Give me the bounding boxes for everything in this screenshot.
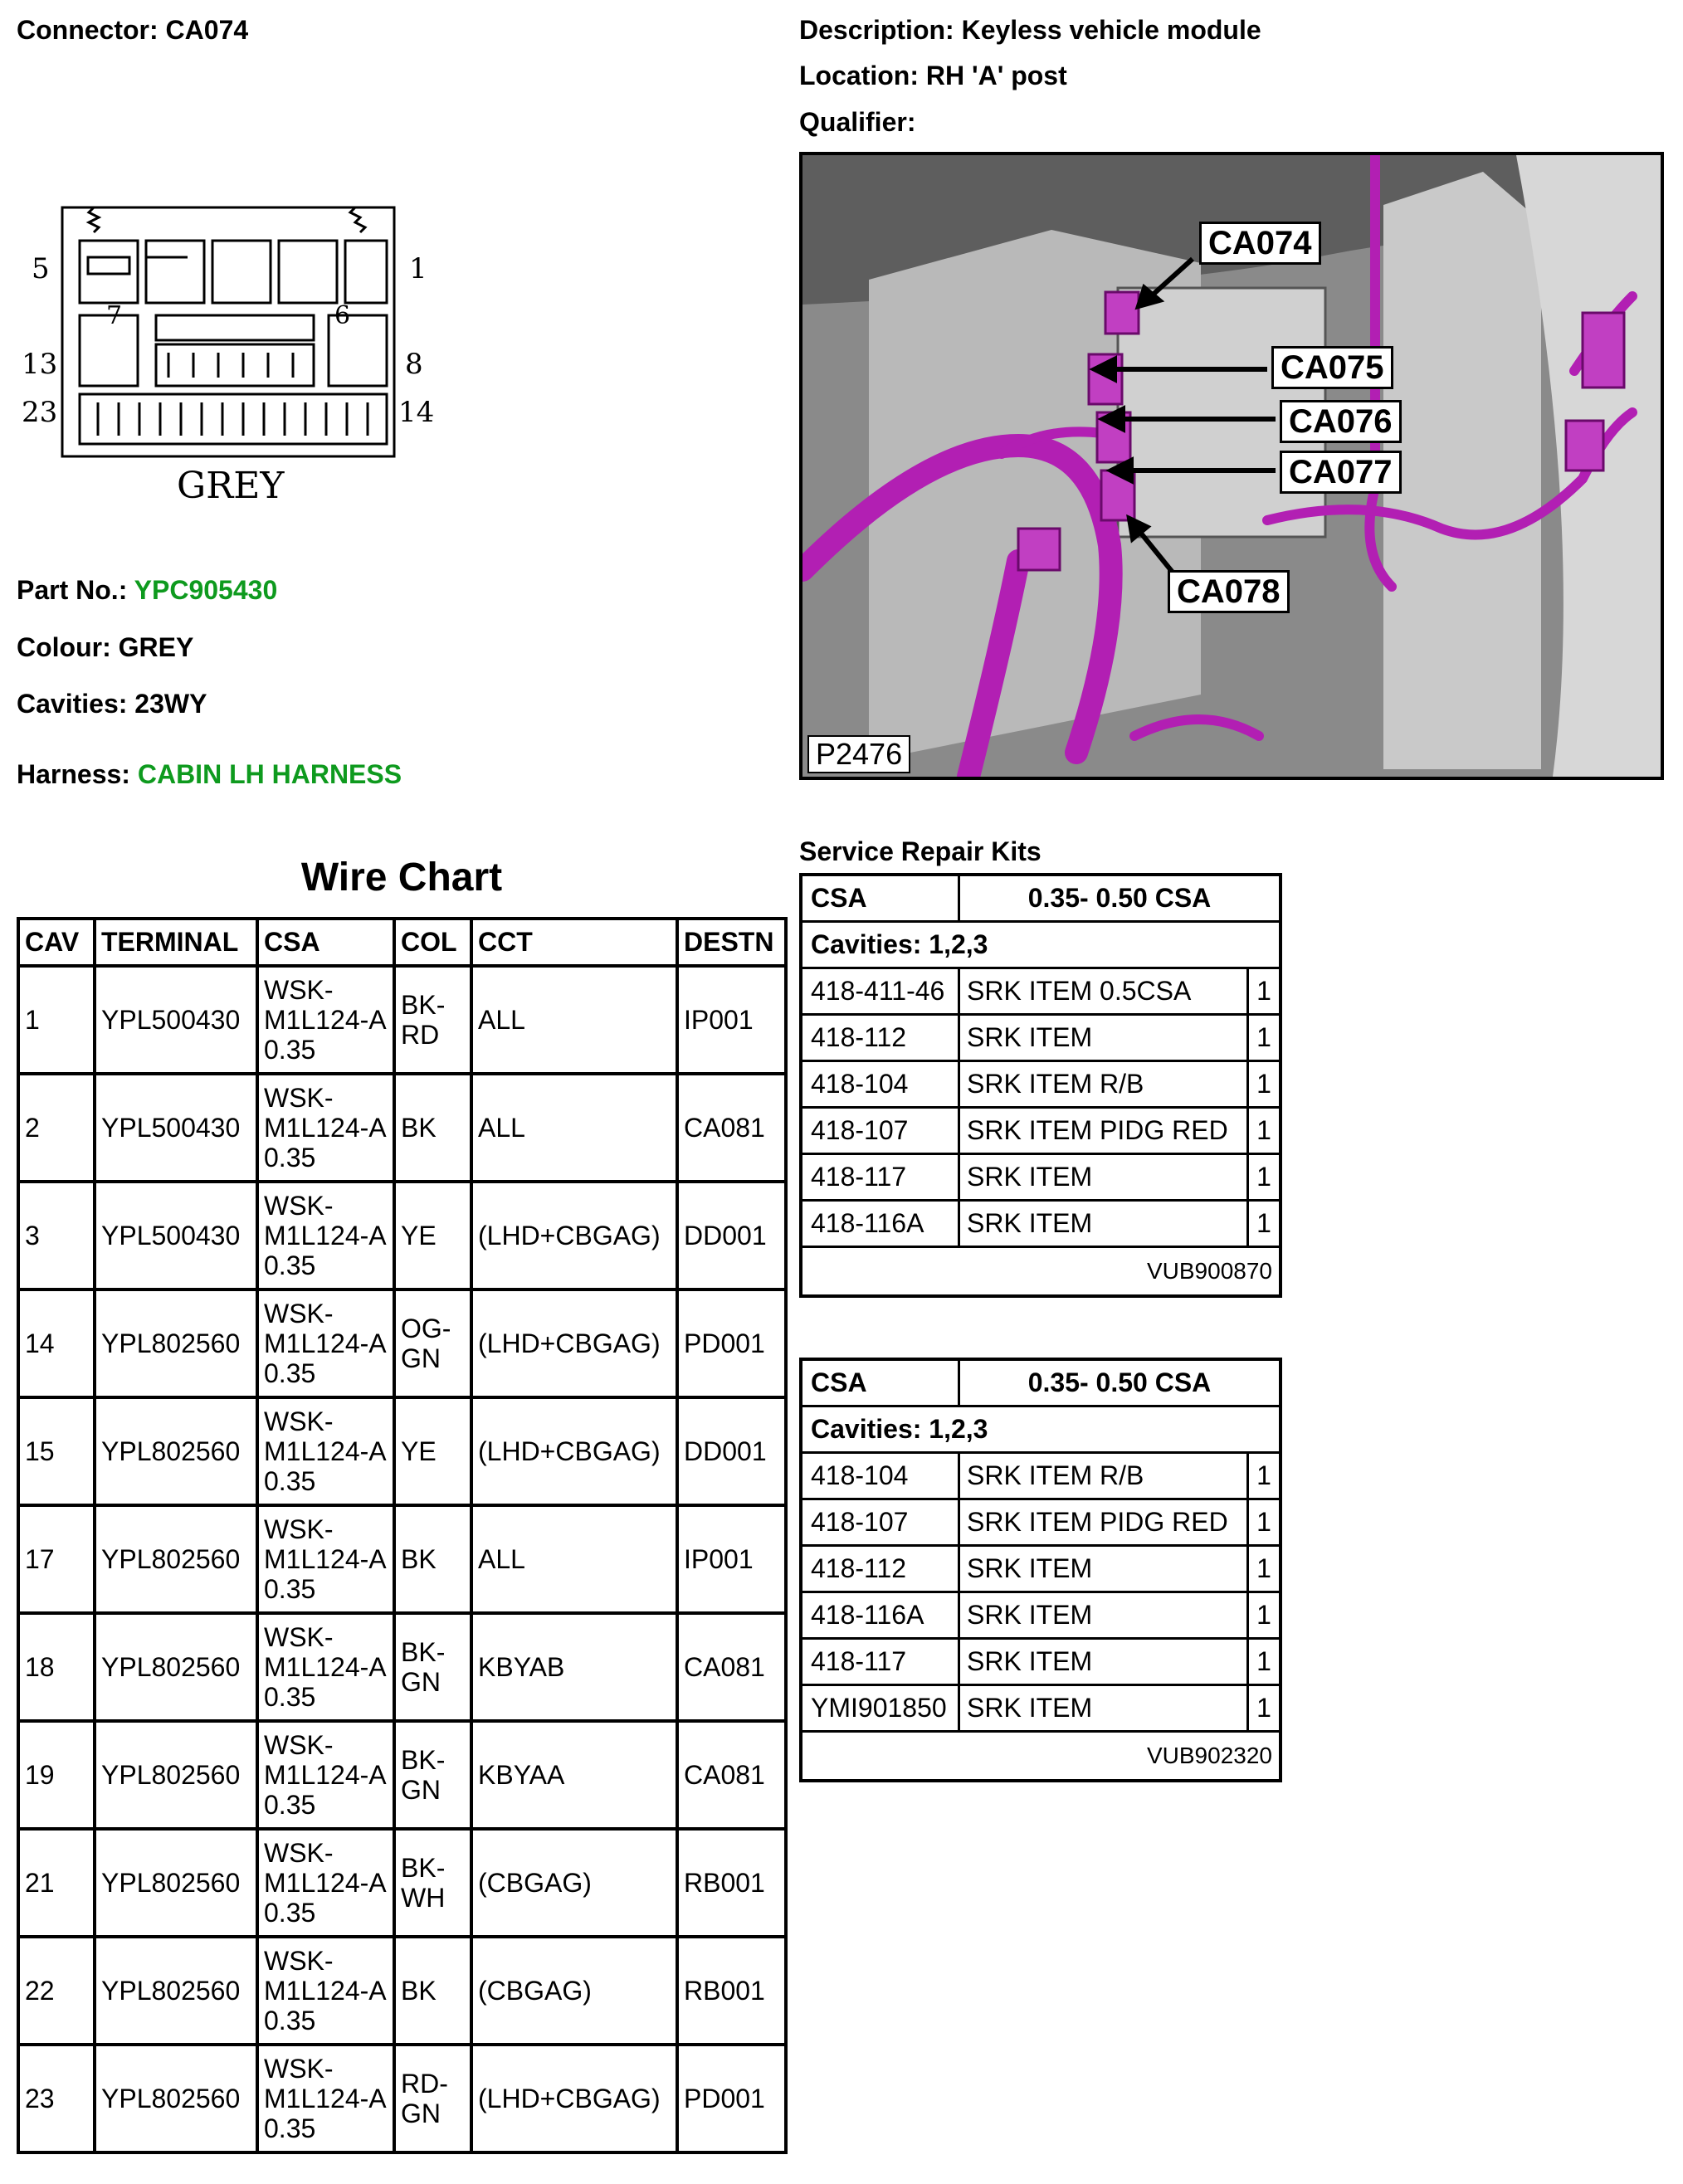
part-number-line — [17, 575, 277, 606]
cell-csa: WSK-M1L124-A 0.35 — [257, 1505, 394, 1613]
wire-chart-header-row — [18, 919, 786, 966]
pin-label-mid-left-small: 7 — [106, 301, 123, 330]
cavities-line — [17, 689, 207, 719]
kit-item-desc: SRK ITEM R/B — [960, 1454, 1249, 1498]
cell-cct: (LHD+CBGAG) — [471, 1289, 677, 1397]
kit-item-part: 418-112 — [802, 1547, 960, 1591]
repair-kit-table — [799, 873, 1282, 1298]
pin-label-top-left: 5 — [32, 252, 50, 285]
kit-item-row — [802, 1202, 1279, 1248]
cell-col: BK — [394, 1074, 471, 1182]
cell-destn: CA081 — [677, 1074, 786, 1182]
connector-heading — [17, 15, 248, 46]
harness-value[interactable]: CABIN LH HARNESS — [137, 759, 402, 789]
cell-destn: DD001 — [677, 1182, 786, 1289]
description-line — [799, 15, 1261, 46]
cell-destn: CA081 — [677, 1721, 786, 1829]
cell-csa: WSK-M1L124-A 0.35 — [257, 1721, 394, 1829]
kit-item-desc: SRK ITEM — [960, 1686, 1249, 1730]
wire-chart-body — [18, 966, 786, 2152]
header-destn: DESTN — [677, 919, 786, 966]
cell-terminal: YPL802560 — [95, 1721, 257, 1829]
kit-item-desc: SRK ITEM PIDG RED — [960, 1500, 1249, 1544]
part-number-label: Part No.: — [17, 575, 128, 605]
photo-tag-ca076: CA076 — [1280, 400, 1402, 443]
repair-kits-title: Service Repair Kits — [799, 836, 1042, 866]
cell-destn: IP001 — [677, 1505, 786, 1613]
header-cct: CCT — [471, 919, 677, 966]
pin-label-bottom-left: 23 — [22, 396, 58, 429]
photo-tag-ca077: CA077 — [1280, 451, 1402, 494]
cell-terminal: YPL500430 — [95, 966, 257, 1074]
cell-cct: ALL — [471, 1505, 677, 1613]
kit-item-part: 418-104 — [802, 1062, 960, 1106]
kit-item-part: 418-107 — [802, 1500, 960, 1544]
cell-destn: IP001 — [677, 966, 786, 1074]
cell-csa: WSK-M1L124-A 0.35 — [257, 1397, 394, 1505]
cell-terminal: YPL500430 — [95, 1074, 257, 1182]
kit-item-desc: SRK ITEM 0.5CSA — [960, 969, 1249, 1013]
kit-item-desc: SRK ITEM — [960, 1155, 1249, 1199]
kit-item-desc: SRK ITEM — [960, 1640, 1249, 1684]
cell-cct: (LHD+CBGAG) — [471, 1182, 677, 1289]
colour-value: GREY — [118, 632, 194, 662]
connector-colour-label: GREY — [177, 465, 285, 507]
pin-label-top-right: 1 — [409, 252, 427, 285]
location-line — [799, 61, 1067, 91]
cell-cav: 1 — [18, 966, 95, 1074]
cell-cav: 15 — [18, 1397, 95, 1505]
kit-item-part: 418-116A — [802, 1593, 960, 1637]
cell-cct: (LHD+CBGAG) — [471, 1397, 677, 1505]
kit-item-row — [802, 1062, 1279, 1109]
colour-line — [17, 632, 193, 663]
cell-col: RD-GN — [394, 2045, 471, 2152]
pin-label-mid-right: 8 — [405, 348, 423, 381]
cell-cav: 23 — [18, 2045, 95, 2152]
photo-reference: P2476 — [807, 735, 910, 773]
cell-destn: DD001 — [677, 1397, 786, 1505]
kit-item-qty: 1 — [1256, 1507, 1271, 1537]
cavities-label: Cavities: — [17, 689, 128, 719]
cell-cct: ALL — [471, 966, 677, 1074]
kit-header-row — [802, 876, 1279, 923]
cell-csa: WSK-M1L124-A 0.35 — [257, 1829, 394, 1937]
cell-csa: WSK-M1L124-A 0.35 — [257, 1937, 394, 2045]
kit-item-row — [802, 1593, 1279, 1640]
cell-terminal: YPL802560 — [95, 2045, 257, 2152]
cell-cct: KBYAA — [471, 1721, 677, 1829]
harness-label: Harness: — [17, 759, 130, 789]
kit-item-qty: 1 — [1256, 1022, 1271, 1052]
location-label: Location: — [799, 61, 919, 90]
photo-tag-ca075: CA075 — [1271, 346, 1393, 389]
kit-item-row — [802, 969, 1279, 1016]
kit-item-qty: 1 — [1256, 1693, 1271, 1723]
cell-col: BK-RD — [394, 966, 471, 1074]
table-row — [18, 1721, 786, 1829]
kit-item-qty: 1 — [1256, 1460, 1271, 1490]
cell-csa: WSK-M1L124-A 0.35 — [257, 1613, 394, 1721]
cell-csa: WSK-M1L124-A 0.35 — [257, 1289, 394, 1397]
kit-item-part: 418-117 — [802, 1155, 960, 1199]
pin-label-mid-left: 13 — [22, 348, 58, 381]
kit-item-part: 418-117 — [802, 1640, 960, 1684]
table-row — [18, 1505, 786, 1613]
kit-item-part: 418-112 — [802, 1016, 960, 1060]
cell-cav: 19 — [18, 1721, 95, 1829]
kit-item-part: YMI901850 — [802, 1686, 960, 1730]
cell-destn: CA081 — [677, 1613, 786, 1721]
cell-cct: KBYAB — [471, 1613, 677, 1721]
repair-kit-table — [799, 1358, 1282, 1782]
kit-item-desc: SRK ITEM R/B — [960, 1062, 1249, 1106]
table-row — [18, 966, 786, 1074]
kit-item-qty: 1 — [1256, 1553, 1271, 1583]
connector-label: Connector: — [17, 15, 159, 45]
cell-col: BK-GN — [394, 1721, 471, 1829]
latch-right — [350, 207, 365, 232]
kit-item-qty: 1 — [1256, 1208, 1271, 1238]
kit-item-qty: 1 — [1256, 1115, 1271, 1145]
cell-terminal: YPL802560 — [95, 1397, 257, 1505]
kit-item-qty: 1 — [1256, 1600, 1271, 1630]
kit-item-qty: 1 — [1256, 1162, 1271, 1192]
kit-item-qty: 1 — [1256, 1069, 1271, 1099]
kit-item-part: 418-411-46 — [802, 969, 960, 1013]
connector-value: CA074 — [165, 15, 249, 45]
cell-col: BK — [394, 1937, 471, 2045]
cell-cav: 22 — [18, 1937, 95, 2045]
cell-cct: (CBGAG) — [471, 1937, 677, 2045]
header-csa: CSA — [257, 919, 394, 966]
kit-csa-value: 0.35- 0.50 CSA — [1027, 883, 1212, 913]
kit-item-row — [802, 1547, 1279, 1593]
kit-item-desc: SRK ITEM — [960, 1593, 1249, 1637]
cell-terminal: YPL802560 — [95, 1289, 257, 1397]
cell-terminal: YPL802560 — [95, 1613, 257, 1721]
cell-csa: WSK-M1L124-A 0.35 — [257, 966, 394, 1074]
cell-cav: 14 — [18, 1289, 95, 1397]
cell-col: YE — [394, 1397, 471, 1505]
kit-item-qty: 1 — [1256, 1646, 1271, 1676]
kit-item-row — [802, 1155, 1279, 1202]
cell-col: BK-GN — [394, 1613, 471, 1721]
cell-terminal: YPL802560 — [95, 1829, 257, 1937]
cell-terminal: YPL500430 — [95, 1182, 257, 1289]
kit-item-row — [802, 1640, 1279, 1686]
cell-terminal: YPL802560 — [95, 1505, 257, 1613]
table-row — [18, 1182, 786, 1289]
cell-col: BK-WH — [394, 1829, 471, 1937]
description-label: Description: — [799, 15, 954, 45]
table-row — [18, 1613, 786, 1721]
kit-item-desc: SRK ITEM PIDG RED — [960, 1109, 1249, 1153]
cell-col: YE — [394, 1182, 471, 1289]
cell-destn: PD001 — [677, 1289, 786, 1397]
colour-label: Colour: — [17, 632, 111, 662]
pin-label-mid-right-small: 6 — [334, 301, 351, 330]
table-row — [18, 1397, 786, 1505]
table-row — [18, 1074, 786, 1182]
wire-chart-title: Wire Chart — [300, 856, 503, 899]
cell-col: BK — [394, 1505, 471, 1613]
kit-item-part: 418-116A — [802, 1202, 960, 1246]
table-row — [18, 1829, 786, 1937]
kit-item-row — [802, 1454, 1279, 1500]
cell-cav: 18 — [18, 1613, 95, 1721]
kit-cavities: Cavities: 1,2,3 — [802, 923, 1279, 969]
photo-tag-ca078: CA078 — [1168, 570, 1290, 613]
kit-number: VUB902320 — [1146, 1743, 1272, 1768]
qualifier-label: Qualifier: — [799, 107, 916, 137]
description-value: Keyless vehicle module — [961, 15, 1261, 45]
cell-csa: WSK-M1L124-A 0.35 — [257, 2045, 394, 2152]
cell-cav: 2 — [18, 1074, 95, 1182]
kit-item-row — [802, 1109, 1279, 1155]
kit-csa-value: 0.35- 0.50 CSA — [1027, 1367, 1212, 1397]
cell-cct: (LHD+CBGAG) — [471, 2045, 677, 2152]
header-cav: CAV — [18, 919, 95, 966]
pin-label-bottom-right: 14 — [398, 396, 435, 429]
cell-csa: WSK-M1L124-A 0.35 — [257, 1182, 394, 1289]
location-photo — [799, 152, 1664, 780]
qualifier-line — [799, 107, 915, 138]
latch-left — [89, 207, 99, 232]
location-value: RH 'A' post — [925, 61, 1067, 90]
kit-cavities: Cavities: 1,2,3 — [802, 1407, 1279, 1454]
cell-destn: PD001 — [677, 2045, 786, 2152]
kit-item-desc: SRK ITEM — [960, 1547, 1249, 1591]
kit-item-row — [802, 1500, 1279, 1547]
table-row — [18, 2045, 786, 2152]
cell-destn: RB001 — [677, 1937, 786, 2045]
part-number-value[interactable]: YPC905430 — [134, 575, 278, 605]
kit-csa-label: CSA — [802, 876, 960, 920]
cavities-value: 23WY — [134, 689, 207, 719]
table-row — [18, 1289, 786, 1397]
kit-item-row — [802, 1686, 1279, 1733]
kit-item-part: 418-107 — [802, 1109, 960, 1153]
cell-cav: 3 — [18, 1182, 95, 1289]
kit-header-row — [802, 1361, 1279, 1407]
connector-face-diagram — [15, 191, 446, 523]
cell-cct: (CBGAG) — [471, 1829, 677, 1937]
cell-col: OG-GN — [394, 1289, 471, 1397]
cell-cav: 17 — [18, 1505, 95, 1613]
wire-chart-table — [17, 917, 788, 2154]
kit-item-row — [802, 1016, 1279, 1062]
kit-number: VUB900870 — [1146, 1258, 1272, 1284]
cell-csa: WSK-M1L124-A 0.35 — [257, 1074, 394, 1182]
cell-terminal: YPL802560 — [95, 1937, 257, 2045]
header-col: COL — [394, 919, 471, 966]
cell-cav: 21 — [18, 1829, 95, 1937]
kit-csa-label: CSA — [802, 1361, 960, 1405]
harness-line — [17, 759, 402, 790]
cell-destn: RB001 — [677, 1829, 786, 1937]
table-row — [18, 1937, 786, 2045]
kit-item-desc: SRK ITEM — [960, 1202, 1249, 1246]
header-terminal: TERMINAL — [95, 919, 257, 966]
kit-item-qty: 1 — [1256, 976, 1271, 1006]
kit-item-desc: SRK ITEM — [960, 1016, 1249, 1060]
kit-item-part: 418-104 — [802, 1454, 960, 1498]
cell-cct: ALL — [471, 1074, 677, 1182]
photo-tag-ca074: CA074 — [1199, 222, 1321, 265]
